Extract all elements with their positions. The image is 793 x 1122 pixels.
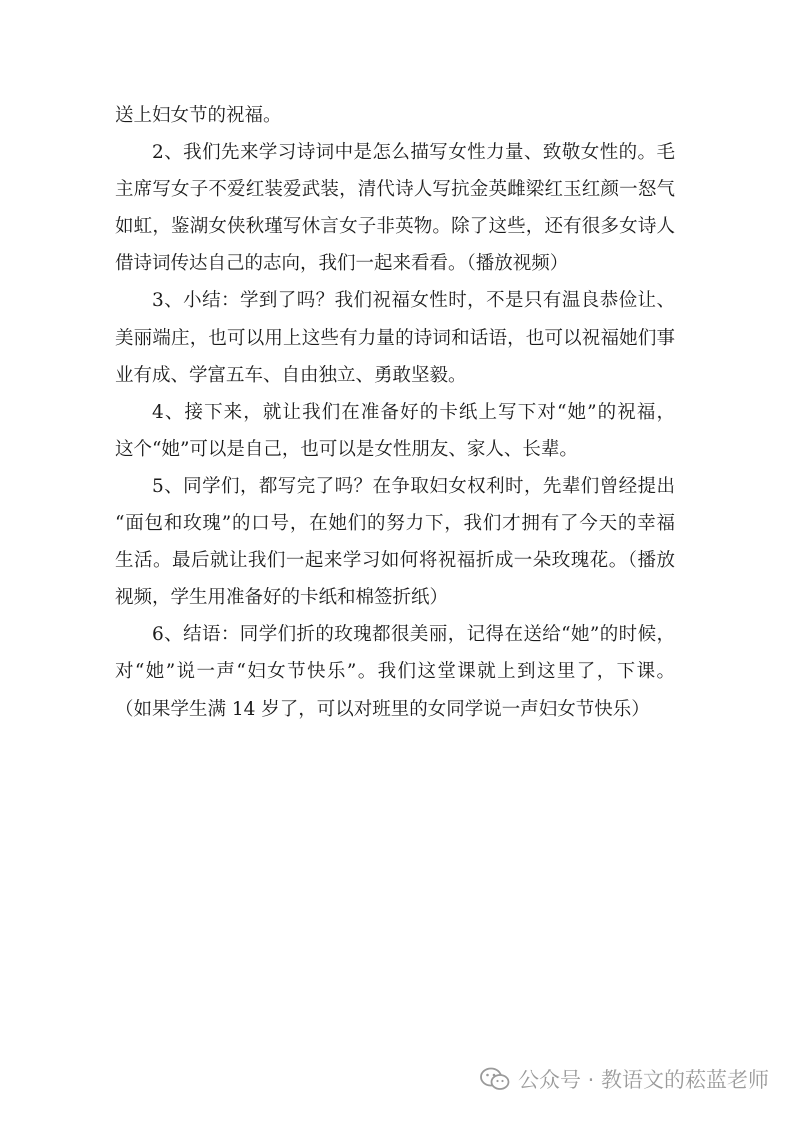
paragraph — [115, 394, 675, 468]
wechat-icon — [480, 1067, 510, 1091]
text-line: 5、同学们，都写完了吗？在争取妇女权利时，先辈们曾经提出 — [152, 475, 675, 497]
text-line: 6、结语：同学们折的玫瑰都很美丽，记得在送给“她”的时候， — [152, 624, 675, 646]
text-line: 对“她”说一声“妇女节快乐”。我们这堂课就上到这里了，下课。 — [115, 661, 675, 683]
document-body — [115, 97, 675, 728]
text-line: 视频，学生用准备好的卡纸和棉签折纸） — [115, 587, 449, 609]
text-line: 送上妇女节的祝福。 — [115, 105, 282, 126]
paragraph — [115, 468, 675, 616]
text-line: 2、我们先来学习诗词中是怎么描写女性力量、致敬女性的。毛 — [152, 142, 675, 164]
paragraph — [115, 134, 675, 282]
text-line: 美丽端庄，也可以用上这些有力量的诗词和话语，也可以祝福她们事 — [115, 327, 675, 349]
text-line: 3、小结：学到了吗？我们祝福女性时，不是只有温良恭俭让、 — [152, 290, 675, 312]
text-line: 借诗词传达自己的志向，我们一起来看看。（播放视频） — [115, 253, 569, 275]
text-line: 业有成、学富五车、自由独立、勇敢坚毅。 — [115, 364, 467, 386]
paragraph — [115, 282, 675, 393]
watermark — [480, 1064, 769, 1094]
watermark-text: 公众号 · 教语文的菘蓝老师 — [517, 1068, 769, 1092]
text-line: 主席写女子不爱红装爱武装，清代诗人写抗金英雌梁红玉红颜一怒气 — [115, 179, 675, 201]
paragraph — [115, 616, 675, 727]
text-line: 如虹，鉴湖女侠秋瑾写休言女子非英物。除了这些，还有很多女诗人 — [115, 216, 675, 238]
text-line: 这个“她”可以是自己，也可以是女性朋友、家人、长辈。 — [115, 438, 578, 460]
paragraph — [115, 97, 675, 134]
text-line: （如果学生满 14 岁了，可以对班里的女同学说一声妇女节快乐） — [115, 698, 650, 720]
text-line: “面包和玫瑰”的口号，在她们的努力下，我们才拥有了今天的幸福 — [115, 513, 675, 535]
text-line: 生活。最后就让我们一起来学习如何将祝福折成一朵玫瑰花。（播放 — [115, 550, 675, 572]
text-line: 4、接下来，就让我们在准备好的卡纸上写下对“她”的祝福， — [152, 401, 675, 423]
